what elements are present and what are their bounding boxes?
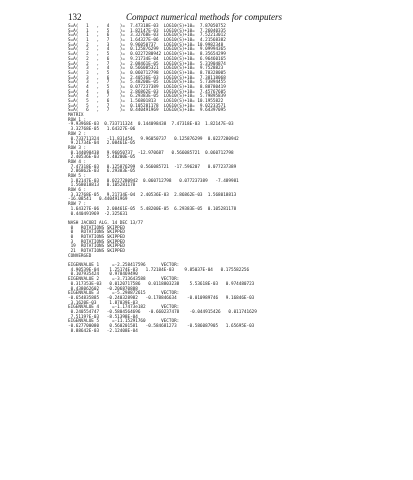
listing-line: 0.440491969 -2.325631: [68, 211, 128, 217]
listing-line: 0.317353E-03 0.0120717586 0.0118803238 5.53618E-03 0.974480723: [68, 281, 255, 287]
listing-line: 4.90539E-04 1.25174E-03 1.72184E-03 9.85037E-04 0.175582256: [68, 267, 250, 273]
listing-line: ROW 3 :: [68, 145, 87, 151]
listing-line: 1.82147E-03 0.0227280942 0.060712798 0.077237389 -7.489981: [68, 178, 239, 184]
listing-line: 19 ROTATIONS SKIPPED: [68, 244, 125, 250]
listing-line: S=A( 1 , 6 )= 3.32768E-03 LOG10(S)+10= 7.52213012: [68, 33, 226, 39]
running-title: Compact numerical methods for computers: [126, 12, 282, 22]
listing-line: S=A( 3 , 5 )= 0.060712798 LOG10(S)+10= 8.78328005: [68, 70, 226, 76]
page-number: 132: [68, 12, 82, 22]
listing-line: 0 ROTATIONS SKIPPED: [68, 225, 125, 231]
listing-line: ROW 5 :: [68, 174, 87, 179]
listing-line: MATRIX: [68, 113, 84, 119]
listing-line: S=A( 3 , 7 )= 5.48200E-05 LOG10(S)+10= 5.73894455: [68, 80, 226, 86]
program-output-listing: [68, 25, 408, 334]
listing-line: EIGENVALUE 2 =-3.713643588 VECTOR:: [68, 277, 180, 283]
listing-line: S=A( 4 , 7 )= 6.29383E-05 LOG10(S)+10= 5.79895839: [68, 94, 226, 100]
listing-line: 0.733711324 -11.831454 9.96050737 0.125876299 0.0227280942: [68, 136, 239, 142]
listing-line: ROW 1 :: [68, 117, 87, 123]
listing-line: S=A( 5 , 6 )= 1.56801813 LOG10(S)+10= 10.1955822: [68, 99, 224, 104]
listing-line: S=A( 4 , 6 )= 2.86862E-03 LOG10(S)+10= 7.45767605: [68, 89, 226, 95]
listing-line: EIGENVALUE 5 =-11.15291760 VECTOR:: [68, 319, 180, 325]
listing-line: 3.32768E-05 1.64327E-06: [68, 127, 136, 133]
listing-line: 0.107935424 0.978469490: [68, 272, 138, 278]
listing-line: S=A( 4 , 5 )= 0.077237389 LOG10(S)+10= 8.88780419: [68, 84, 226, 90]
listing-line: ROW 4 :: [68, 159, 87, 165]
page-header: [0, 0, 413, 24]
listing-line: 0 ROTATIONS SKIPPED: [68, 234, 125, 240]
listing-line: S=A( 2 , 4 )= 0.125876299 LOG10(S)+10= 9.09994365: [68, 47, 226, 53]
listing-line: S=A( 1 , 4 )= 7.47318E-03 LOG10(S)+10= 7.87050752: [68, 24, 226, 29]
listing-line: 8.88642E-03 -2.12408E-04: [68, 328, 138, 334]
listing-line: NASH JACOBI ALG. 14 DEC 13/77: [68, 220, 144, 226]
listing-line: 9.21734E-04 2.08461E-05: [68, 141, 136, 147]
listing-line: ROW 7 :: [68, 202, 87, 208]
listing-line: S=A( 6 , 7 )= 0.440491969 LOG10(S)+10= 9.64397095: [68, 108, 226, 114]
listing-line: ROW 6 :: [68, 188, 87, 194]
listing-line: ROW 2 :: [68, 131, 87, 137]
listing-line: -16.08541 0.440491969: [68, 197, 128, 203]
listing-line: 0.438062602 -0.206870888: [68, 286, 138, 292]
listing-line: -0.627700080 0.560201581 -0.584681273 -0.586087905 1.65695E-03: [68, 324, 255, 329]
listing-line: -0.654835885 -0.240328982 -0.178846634 -0.010989746 9.16846E-03: [68, 295, 255, 301]
listing-line: S=A( 3 , 6 )= 2.40536E-03 LOG10(S)+10= 7.38118068: [68, 75, 226, 81]
listing-line: 7.47318E-03 0.125876299 0.566085721 -17.596207 0.077237389: [68, 164, 237, 170]
listing-line: S=A( 1 , 7 )= 1.64327E-06 LOG10(S)+10= 4.21568382: [68, 38, 226, 44]
listing-line: S=A( 2 , 3 )= 9.96050737 LOG10(S)+10= 10.9982348: [68, 42, 224, 48]
listing-line: S=A( 2 , 7 )= 2.08461E-05 LOG10(S)+10= 5.31904874: [68, 61, 226, 67]
listing-line: 0.240554747 -0.5804564696 -0.660237478 -0.044915426 0.011741629: [68, 309, 257, 315]
listing-line: 0 ROTATIONS SKIPPED: [68, 230, 125, 236]
listing-line: S=A( 3 , 4 )= 0.566085321 LOG10(S)+10= 9.7528823: [68, 66, 224, 72]
listing-line: S=A( 5 , 7 )= 0.105281178 LOG10(S)+10= 9.02233571: [68, 103, 226, 109]
listing-line: EIGENVALUE 1 =-2.258417596 VECTOR:: [68, 263, 180, 269]
listing-line: 2.40536E-03 5.48200E-05: [68, 155, 136, 161]
listing-line: S=A( 1 , 5 )= 1.82147E-03 LOG10(S)+10= 7.26040335: [68, 28, 226, 34]
listing-line: 2.86862E-03 6.29383E-05: [68, 169, 136, 175]
listing-line: 3.32768E-05 9.21734E-04 2.40536E-03 2.86862E-03 1.568018813: [68, 192, 237, 198]
listing-line: 3.1620E-03 1.87039E-03: [68, 300, 138, 306]
listing-line: CONVERGED: [68, 253, 92, 259]
listing-line: 21 ROTATIONS SKIPPED: [68, 249, 125, 254]
listing-line: EIGENVALUE 4 =-1.17473e182 VECTOR:: [68, 305, 180, 311]
listing-line: 1.64327E-06 2.08461E-05 5.48200E-05 6.29383E-05 0.105281178: [68, 206, 237, 212]
listing-line: 1.568018813 0.105281178: [68, 183, 136, 189]
listing-line: 0.144098438 9.96050737 -12.970687 0.566085721 0.060712798: [68, 150, 234, 156]
listing-line: S=A( 2 , 6 )= 9.21734E-04 LOG10(S)+10= 6.96460165: [68, 56, 226, 62]
listing-line: -9.93968E-03 0.733711324 0.144098438 7.47318E-03 1.82147E-03: [68, 122, 234, 128]
listing-line: S=A( 2 , 5 )= 0.0227280942 LOG10(S)+10= 8.35654299: [68, 52, 226, 58]
listing-line: EIGENVALUE 3 =-5.298872615 VECTOR:: [68, 291, 180, 297]
listing-line: 7.5119?E-03 -8.51398E-04: [68, 314, 138, 320]
listing-line: 3 ROTATIONS SKIPPED: [68, 239, 125, 245]
